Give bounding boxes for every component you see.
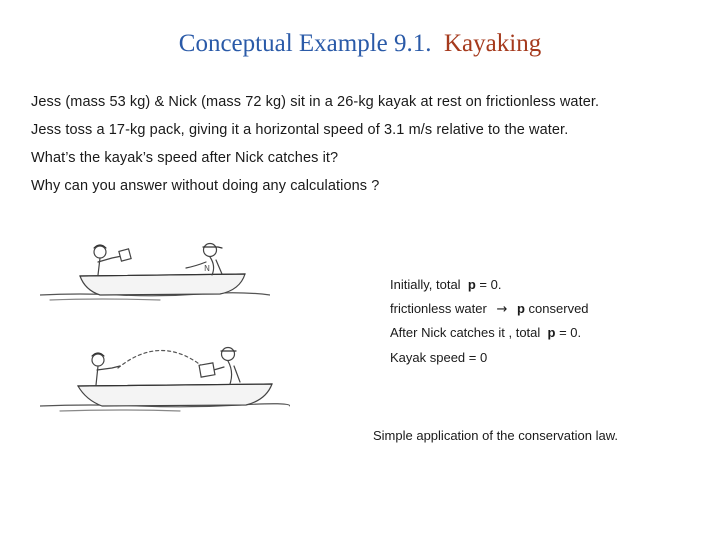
note-initial-momentum bbox=[390, 277, 501, 292]
note-momentum-conserved bbox=[390, 301, 589, 317]
title-topic: Kayaking bbox=[444, 30, 542, 57]
note-1-value: = 0. bbox=[479, 277, 502, 292]
problem-line-2: Jess toss a 17-kg pack, giving it a horizontal speed of 3.1 m/s relative to the water. bbox=[31, 122, 569, 138]
note-kayak-speed: Kayak speed = 0 bbox=[390, 350, 488, 365]
note-2-value: conserved bbox=[528, 301, 589, 316]
question-line-2: Why can you answer without doing any calculations ? bbox=[31, 178, 380, 194]
note-3-value: = 0. bbox=[559, 325, 582, 340]
momentum-symbol: p bbox=[547, 325, 556, 340]
note-2-text: frictionless water bbox=[390, 301, 487, 316]
note-3-text: After Nick catches it , total bbox=[390, 325, 541, 340]
slide-title bbox=[0, 30, 720, 58]
kayak-toss-illustration bbox=[40, 340, 290, 420]
problem-line-1: Jess (mass 53 kg) & Nick (mass 72 kg) sit in a 26-kg kayak at rest on frictionless water. bbox=[31, 94, 600, 110]
implies-arrow-icon: → bbox=[496, 302, 508, 317]
momentum-symbol: p bbox=[516, 301, 525, 316]
note-1-text: Initially, total bbox=[390, 277, 461, 292]
title-label: Conceptual Example 9.1. bbox=[178, 30, 432, 57]
svg-text:N: N bbox=[204, 264, 210, 273]
question-line-1: What’s the kayak’s speed after Nick catches it? bbox=[31, 150, 339, 166]
note-final-momentum bbox=[390, 325, 581, 340]
kayak-at-rest-illustration bbox=[40, 238, 270, 308]
momentum-symbol: p bbox=[467, 277, 476, 292]
summary-text: Simple application of the conservation law. bbox=[373, 428, 618, 443]
